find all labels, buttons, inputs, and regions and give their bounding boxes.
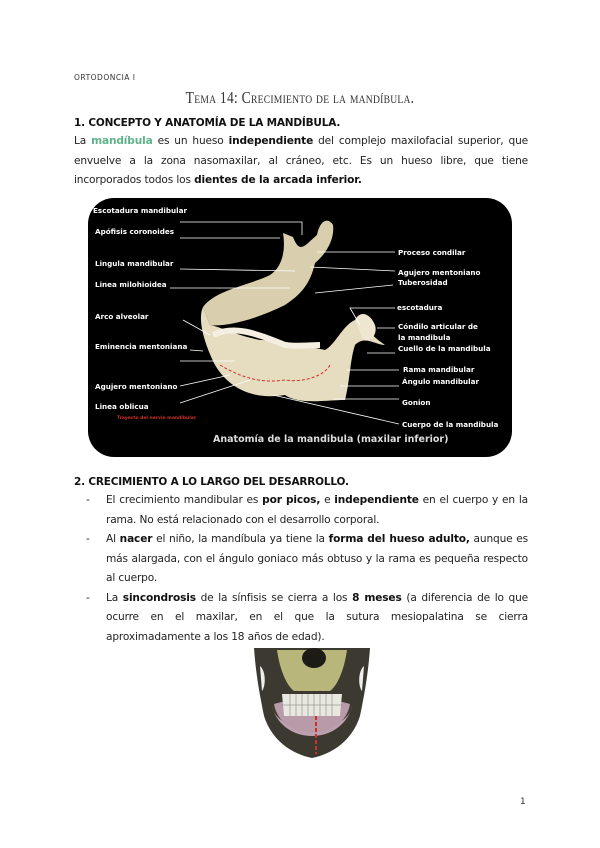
label-right: Proceso condilar <box>398 248 466 257</box>
text: el niño, la mandíbula ya tiene la <box>152 533 329 545</box>
text: (a diferencia de lo que ocurre en el maxilar, en el que la sutura mesiopalatina se cierra aproximadamente a los 18 años de edad). <box>106 591 529 643</box>
text: El crecimiento mandibular es <box>106 494 263 506</box>
section-2-heading: 2. CRECIMIENTO A LO LARGO DEL DESARROLLO. <box>74 476 349 488</box>
label-right: la mandibula <box>398 333 451 342</box>
bullet: - <box>86 533 90 545</box>
label-right: Gonion <box>402 398 431 407</box>
nerve-legend: Trayecto del nervio mandibular <box>117 416 197 421</box>
label-right: Tuberosidad <box>398 278 448 287</box>
label-left: Lingula mandibular <box>95 259 174 268</box>
bullet-list <box>86 491 528 647</box>
label-right: escotadura <box>397 303 443 312</box>
text: del complejo maxilofacial superior, que envuelve a la zona nasomaxilar, al cráneo, etc. Es un hueso libre, que tiene incorporados todos los <box>74 135 529 186</box>
label-right: Cuerpo de la mandibula <box>402 420 499 429</box>
label-left: Eminencia mentoniana <box>95 342 188 351</box>
text: Al <box>106 533 120 545</box>
text: es un hueso <box>152 135 229 147</box>
text: en el cuerpo y en la rama. No está relacionado con el desarrollo corporal. <box>106 494 528 526</box>
bold-text: independiente <box>334 494 419 506</box>
bold-text: por picos, <box>262 494 321 506</box>
label-right: Agujero mentoniano <box>398 268 481 277</box>
list-item <box>86 491 528 530</box>
mandible-anatomy-figure <box>85 195 515 460</box>
list-item <box>86 530 528 589</box>
label-left: Linea oblicua <box>95 402 149 411</box>
page-title: Tema 14: Crecimiento de la mandíbula. <box>185 88 415 107</box>
label-right: Cóndilo articular de <box>398 322 478 331</box>
skull-symphysis-figure <box>252 646 372 762</box>
running-header: ORTODONCIA I <box>74 73 136 82</box>
text: e <box>320 494 335 506</box>
label-right: Rama mandibular <box>403 365 475 374</box>
bold-text: sincondrosis <box>122 591 196 604</box>
figure-caption: Anatomía de la mandibula (maxilar inferior) <box>213 434 449 445</box>
bold-text: dientes de la arcada inferior. <box>194 174 362 186</box>
label-left: Agujero mentoniano <box>95 382 178 391</box>
text: de la sínfisis se cierra a los <box>195 591 353 604</box>
section-1-heading: 1. CONCEPTO Y ANATOMÍA DE LA MANDÍBULA. <box>74 117 341 129</box>
bold-text: 8 meses <box>352 591 402 604</box>
bold-text: independiente <box>228 135 314 147</box>
label-left: Escotadura mandibular <box>93 206 188 215</box>
text: La <box>106 591 123 604</box>
bold-text: forma del hueso adulto, <box>328 533 470 545</box>
label-left: Arco alveolar <box>95 312 149 321</box>
label-right: Cuello de la mandibula <box>398 344 491 353</box>
section-1-paragraph <box>74 132 528 191</box>
label-right: Ángulo mandibular <box>402 377 480 386</box>
text: aunque es más alargada, con el ángulo goniaco más obtuso y la rama es pequeña respecto al cuerpo. <box>106 533 529 584</box>
bullet: - <box>86 591 90 604</box>
page-number: 1 <box>520 797 526 807</box>
nasal-cavity <box>302 648 326 668</box>
highlight-term: mandíbula <box>91 135 153 147</box>
text: La <box>74 135 92 147</box>
label-left: Linea milohioidea <box>95 280 167 289</box>
bold-text: nacer <box>119 533 153 545</box>
label-left: Apófisis coronoides <box>95 227 174 236</box>
bullet: - <box>86 494 90 506</box>
list-item <box>86 589 528 648</box>
